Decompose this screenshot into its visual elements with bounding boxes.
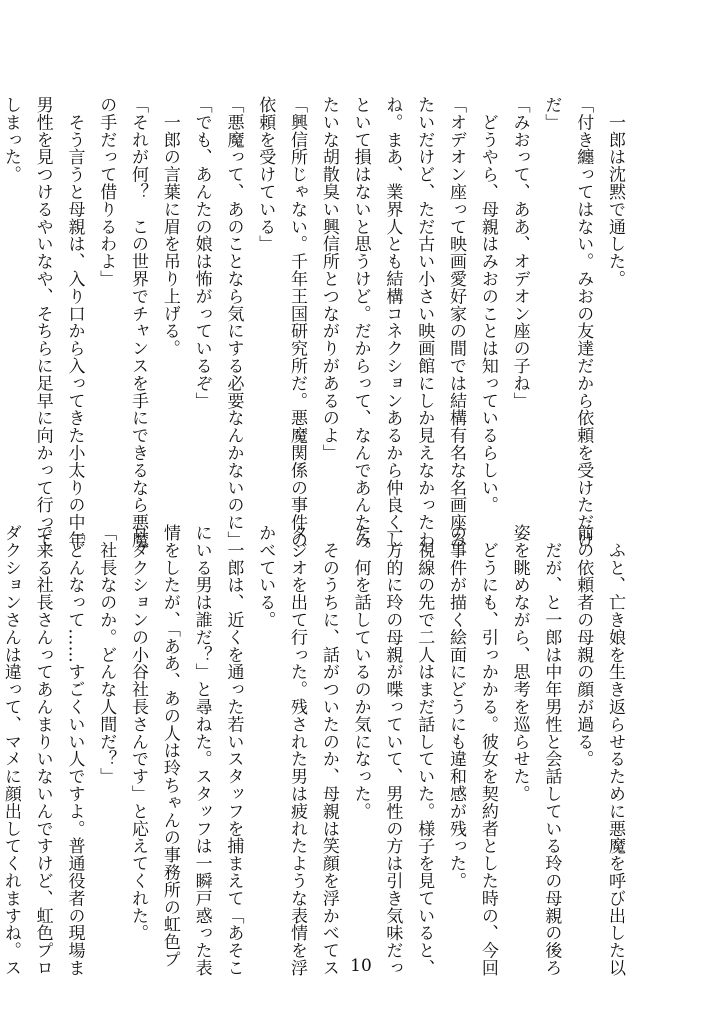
- text-line: 「悪魔って、あのことなら気にする必要なんかないのに」: [223, 96, 244, 549]
- text-line: にいる男は誰だ？」と尋ねた。スタッフは一瞬戸惑った表: [191, 524, 212, 977]
- text-line: だが、と一郎は中年男性と会話している玲の母親の後ろ: [541, 524, 562, 977]
- upper-text-block: [0, 96, 630, 549]
- text-line: 一郎は沈黙で通した。: [605, 96, 625, 288]
- page-number: 10: [350, 956, 372, 976]
- text-line: 一郎は、近くを通った若いスタッフを捕まえて「あそこ: [223, 524, 244, 977]
- text-line: の手だって借りるわよ」: [96, 96, 117, 288]
- text-line: だ」: [541, 96, 562, 131]
- text-line: 「社長なのか。どんな人間だ？」: [96, 524, 117, 785]
- text-line: そう言うと母親は、入り口から入ってきた小太りの中年: [64, 96, 85, 549]
- text-line: 視線の先で二人はまだ話していた。様子を見ていると、: [414, 524, 435, 977]
- text-line: ふと、亡き娘を生き返らせるために悪魔を呼び出した以: [605, 524, 625, 977]
- text-line: 一郎の言葉に眉を吊り上げる。: [159, 96, 180, 357]
- text-line: そのうちに、話がついたのか、母親は笑顔を浮かべてス: [318, 524, 339, 977]
- text-line: 「付き纏ってはない。みおの友達だから依頼を受けただけ: [573, 96, 594, 549]
- text-line: 「オデオン座って映画愛好家の間では結構有名な名画座み: [446, 96, 467, 549]
- text-line: の事件が描く絵面にどうにも違和感が残った。: [446, 524, 467, 890]
- text-line: ダクションさんは違って、マメに顔出してくれますね。ス: [0, 524, 21, 977]
- text-line: で来る社長さんってあんまりいないんですけど、虹色プロ: [32, 524, 53, 977]
- text-line: ね。まあ、業界人とも結構コネクションあるから仲良くし: [382, 96, 403, 549]
- text-line: 「でも、あんたの娘は怖がっているぞ」: [191, 96, 212, 410]
- text-line: ロダクションの小谷社長さんです」と応えてくれた。: [128, 524, 149, 942]
- text-line: 前の依頼者の母親の顔が過る。: [573, 524, 594, 768]
- text-line: どうにも、引っかかる。彼女を契約者とした時の、今回: [477, 524, 498, 977]
- text-line: といて損はないと思うけど。だからって、なんであんたみ: [350, 96, 371, 549]
- text-line: 男性を見つけるやいなや、そちらに足早に向かって行って: [32, 96, 53, 549]
- text-line: たいな胡散臭い興信所とつながりがあるのよ」: [318, 96, 339, 462]
- text-line: たいだけど、ただ古い小さい映画館にしか見えなかったわ: [414, 96, 435, 549]
- text-line: かべている。: [255, 524, 276, 629]
- text-line: 姿を眺めながら、思考を巡らせた。: [509, 524, 530, 803]
- text-line: 「どんなって……すごくいい人ですよ。普通役者の現場ま: [64, 524, 85, 977]
- text-line: しまった。: [0, 96, 21, 183]
- text-line: 「みおって、ああ、オデオン座の子ね」: [509, 96, 530, 410]
- text-line: 情をしたが、「ああ、あの人は玲ちゃんの事務所の虹色プ: [159, 524, 180, 968]
- text-line: 依頼を受けている」: [255, 96, 276, 253]
- text-line: た。何を話しているのか気になった。: [350, 524, 371, 820]
- text-line: 「それが何？ この世界でチャンスを手にできるなら悪魔: [128, 96, 149, 549]
- text-line: タジオを出て行った。残された男は疲れたような表情を浮: [287, 524, 308, 977]
- text-line: 「興信所じゃない。千年王国研究所だ。悪魔関係の事件の: [287, 96, 308, 549]
- text-line: どうやら、母親はみおのことは知っているらしい。: [477, 96, 498, 514]
- text-line: 一方的に玲の母親が喋っていて、男性の方は引き気味だっ: [382, 524, 403, 977]
